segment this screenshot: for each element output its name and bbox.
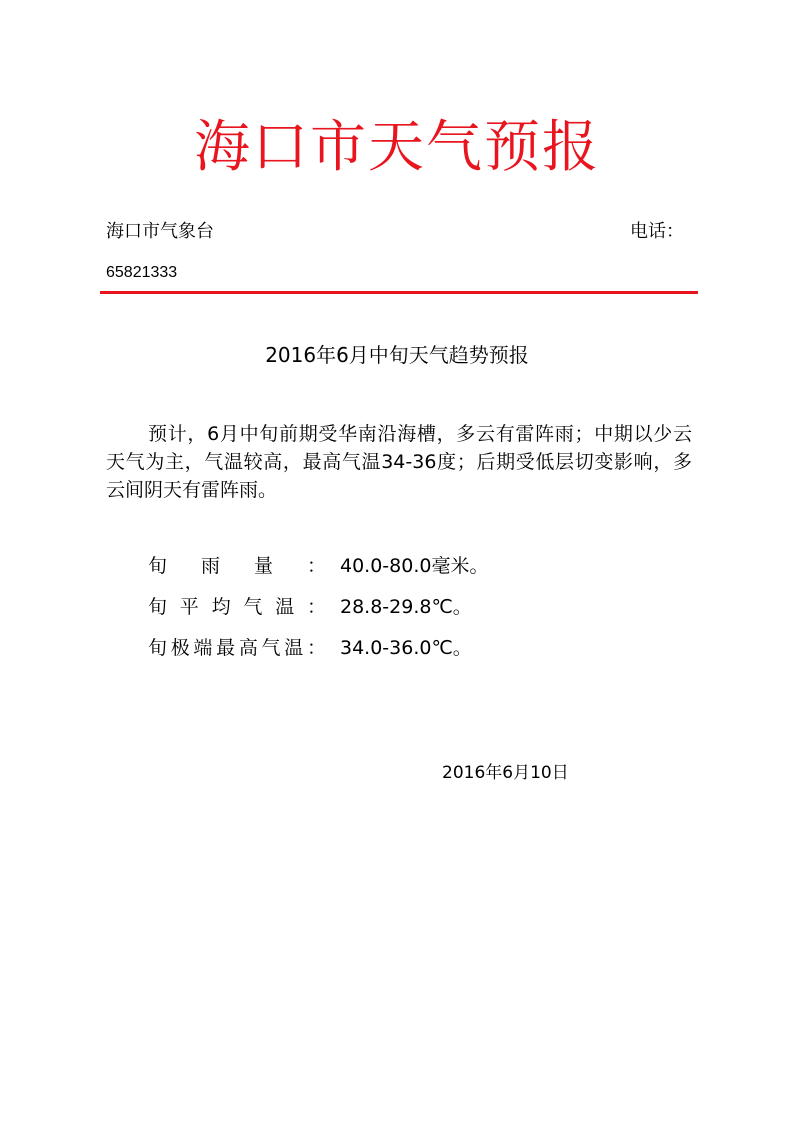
stat-row-max-temp — [0, 633, 794, 663]
forecast-summary: 预计，6月中旬前期受华南沿海槽，多云有雷阵雨；中期以少云天气为主，气温较高，最高气温34-36度；后期受低层切变影响，多云间阴天有雷阵雨。 — [106, 423, 692, 501]
phone-number: 65821333 — [106, 264, 178, 281]
stat-label: 旬极端最高气温： — [148, 637, 326, 659]
issuer-name: 海口市气象台 — [106, 221, 214, 242]
stat-row-avg-temp — [0, 592, 794, 622]
header-divider — [100, 291, 698, 294]
stat-label: 旬平均气温： — [148, 596, 326, 618]
stat-value: 28.8-29.8℃。 — [340, 596, 472, 618]
phone-label: 电话： — [630, 221, 684, 242]
stat-row-rainfall — [0, 551, 794, 581]
stat-value: 34.0-36.0℃。 — [340, 637, 472, 659]
masthead-title: 海口市天气预报 — [194, 115, 600, 180]
stat-value: 40.0-80.0毫米。 — [340, 555, 489, 577]
issue-date: 2016年6月10日 — [442, 763, 569, 783]
stat-label: 旬雨量： — [148, 555, 326, 577]
document-title: 2016年6月中旬天气趋势预报 — [265, 343, 529, 367]
